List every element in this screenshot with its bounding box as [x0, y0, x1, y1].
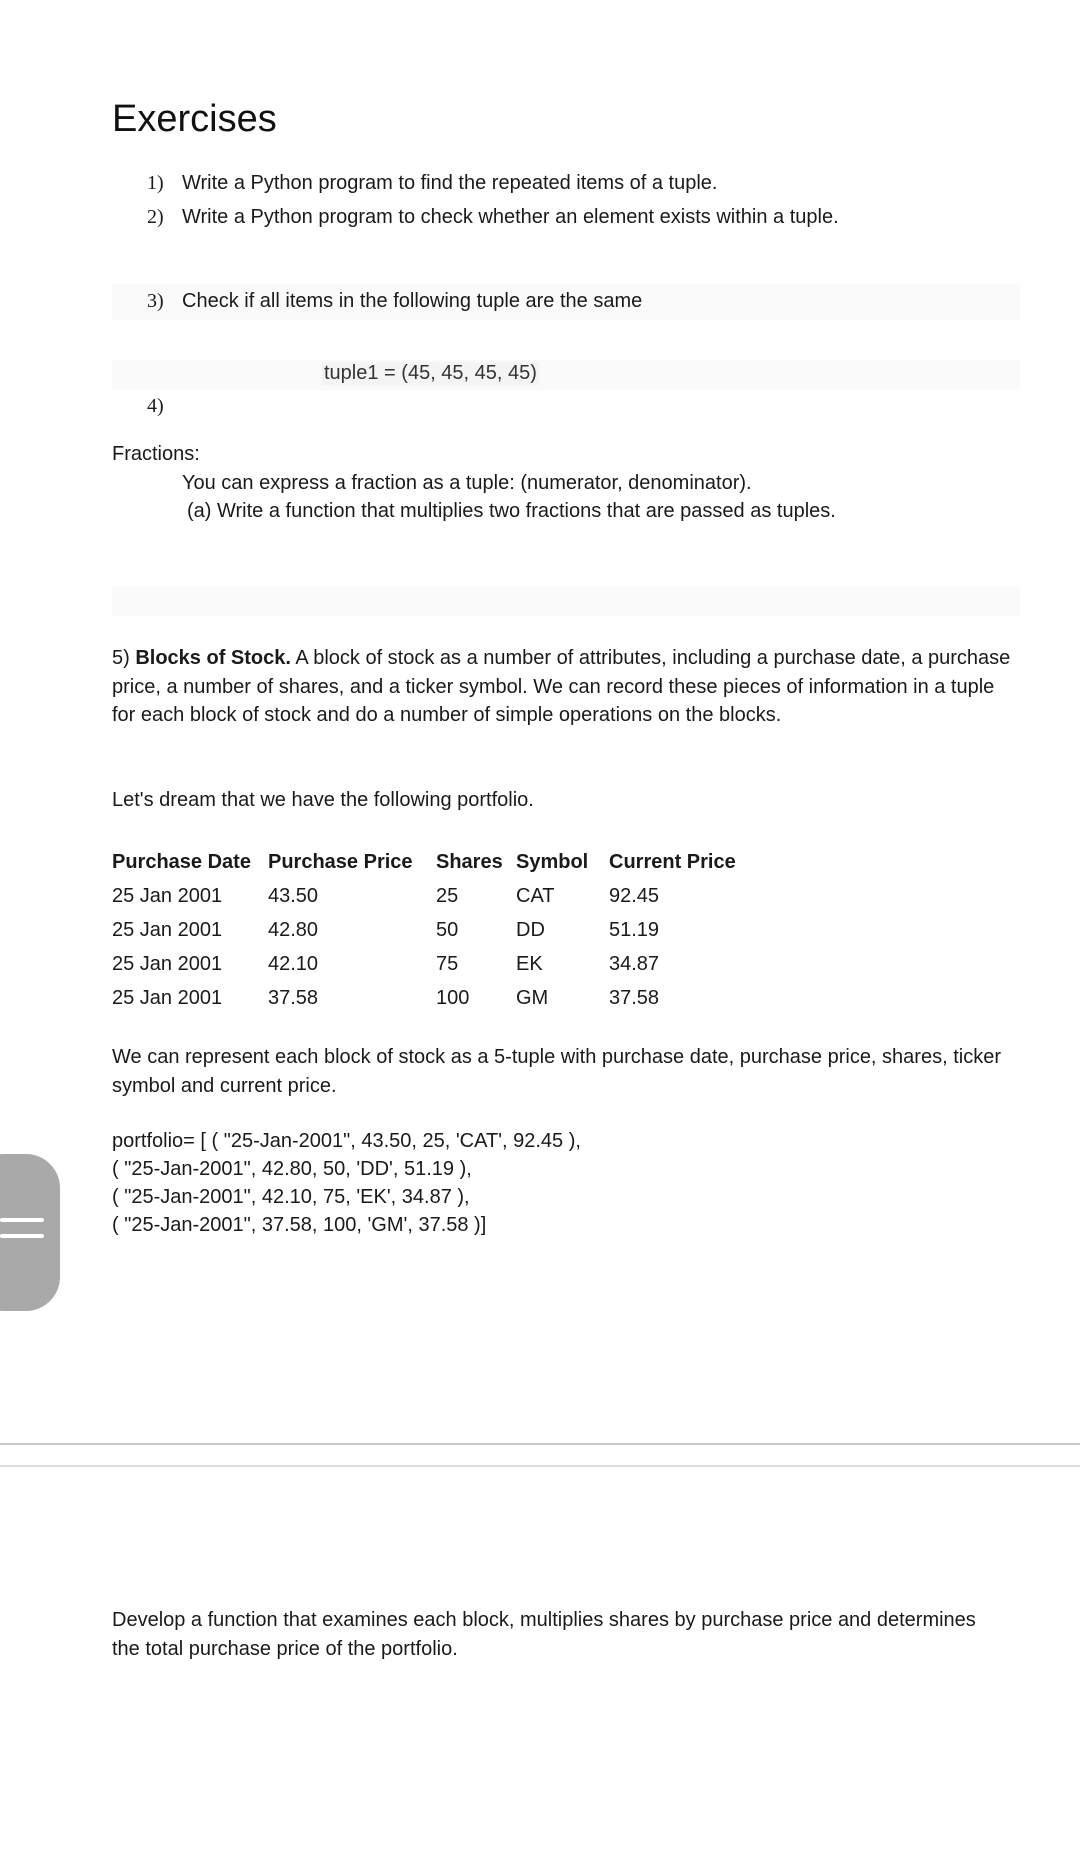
table-cell: 25 Jan 2001 — [112, 986, 223, 1009]
table-row — [112, 879, 749, 913]
fractions-heading: Fractions: — [112, 443, 200, 465]
table-header-cell: Purchase Price — [268, 850, 413, 873]
exercise-item-2 — [147, 206, 839, 229]
table-header-cell: Shares — [436, 850, 503, 873]
table-cell: 75 — [436, 952, 459, 975]
table-cell: 50 — [436, 918, 459, 941]
tuple-code: tuple1 = (45, 45, 45, 45) — [324, 362, 537, 384]
page-divider — [0, 1443, 1080, 1445]
table-row — [112, 947, 749, 981]
item-text: Write a Python program to find the repeated items of a tuple. — [182, 172, 718, 194]
table-cell: 92.45 — [609, 884, 660, 907]
exercise-item-3 — [147, 290, 642, 313]
table-header-row — [112, 845, 749, 879]
handle-grip-icon — [0, 1218, 44, 1222]
item-number: 3) — [147, 290, 164, 312]
side-drag-handle[interactable] — [0, 1154, 60, 1311]
table-header-cell: Current Price — [609, 850, 736, 873]
table-row — [112, 913, 749, 947]
table-cell: 25 — [436, 884, 459, 907]
table-header-cell: Purchase Date — [112, 850, 251, 873]
table-cell: CAT — [516, 884, 555, 907]
fractions-line-2: (a) Write a function that multiplies two fractions that are passed as tuples. — [187, 500, 836, 522]
blocks-of-stock-paragraph — [112, 644, 1012, 730]
code-line: portfolio= [ ( "25-Jan-2001", 43.50, 25, 'CAT', 92.45 ), — [112, 1130, 581, 1152]
item-number: 1) — [147, 172, 164, 194]
exercise-item-4-number: 4) — [147, 395, 164, 417]
table-cell: 42.10 — [268, 952, 319, 975]
shaded-band — [112, 586, 1020, 616]
table-cell: 100 — [436, 986, 470, 1009]
table-cell: 25 Jan 2001 — [112, 884, 223, 907]
table-cell: 37.58 — [268, 986, 319, 1009]
table-cell: 25 Jan 2001 — [112, 952, 223, 975]
page-divider — [0, 1465, 1080, 1467]
code-line: ( "25-Jan-2001", 42.10, 75, 'EK', 34.87 ), — [112, 1186, 470, 1208]
represent-paragraph: We can represent each block of stock as a 5-tuple with purchase date, purchase price, shares, ticker symbol and current price. — [112, 1046, 1001, 1097]
table-row — [112, 981, 749, 1015]
blocks-prefix: 5) — [112, 647, 136, 669]
portfolio-code-block — [112, 1127, 581, 1239]
page-title: Exercises — [112, 98, 277, 140]
handle-grip-icon — [0, 1234, 44, 1238]
table-cell: 43.50 — [268, 884, 319, 907]
table-cell: 25 Jan 2001 — [112, 918, 223, 941]
blocks-text: A block of stock as a number of attributes, including a purchase date, a purchase price, a number of shares, and a ticker symbol. We can record these pieces of information in a tuple for each block of stock and do a number of simple operations on the blocks. — [112, 647, 1011, 726]
exercise-item-1 — [147, 172, 717, 195]
item-text: Write a Python program to check whether an element exists within a tuple. — [182, 206, 839, 228]
fractions-line-1: You can express a fraction as a tuple: (numerator, denominator). — [182, 472, 752, 494]
code-line: ( "25-Jan-2001", 42.80, 50, 'DD', 51.19 ), — [112, 1158, 472, 1180]
table-cell: 42.80 — [268, 918, 319, 941]
item-text: Check if all items in the following tuple are the same — [182, 290, 643, 312]
table-header-cell: Symbol — [516, 850, 589, 873]
table-cell: DD — [516, 918, 545, 941]
develop-paragraph: Develop a function that examines each block, multiplies shares by purchase price and determines the total purchase price of the portfolio. — [112, 1609, 976, 1660]
item-number: 2) — [147, 206, 164, 228]
blocks-bold-title: Blocks of Stock. — [135, 647, 291, 669]
code-line: ( "25-Jan-2001", 37.58, 100, 'GM', 37.58 )] — [112, 1214, 487, 1236]
table-cell: 37.58 — [609, 986, 660, 1009]
table-cell: 34.87 — [609, 952, 660, 975]
shaded-band — [112, 360, 1020, 390]
table-cell: GM — [516, 986, 549, 1009]
portfolio-table — [112, 845, 749, 1015]
portfolio-intro: Let's dream that we have the following portfolio. — [112, 789, 534, 811]
table-cell: 51.19 — [609, 918, 660, 941]
table-cell: EK — [516, 952, 543, 975]
